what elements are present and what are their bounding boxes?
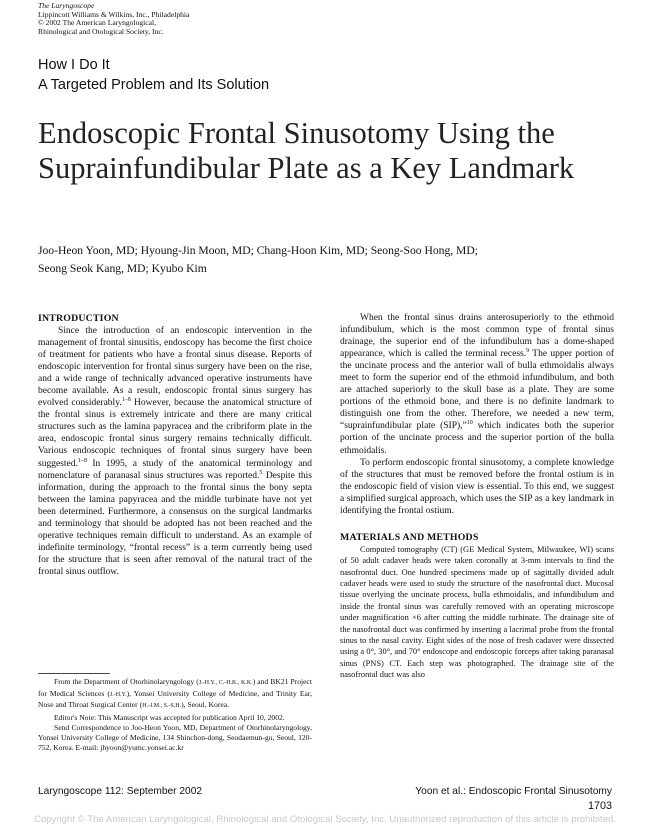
- citation: 1–8: [77, 457, 87, 464]
- methods-paragraph-1: Computed tomography (CT) (GE Medical System, Milwaukee, WI) scans of 50 adult cadaver heads were taken coronally at 3-mm intervals to find the nasofrontal duct. One hundred specimens made up of sagittally divided adult cadaver heads were used to study the structure of the nasofrontal duct. Mucosal tissue overlying the uncinate process, bulla ethmoidalis, and infundibulum and inside the frontal sinus was carefully removed with an operating microscope under magnification ×6 after cutting the middle turbinate. The drainage site of the nasofrontal duct was confirmed by inserting a lacrimal probe from the frontal sinus to the nasal cavity. Eight sides of the nose of fresh cadaver were dissected using a 0°, 30°, and 70° endoscope and endoscopic forceps after taking paranasal sinus (PNS) CT. Each step was photographed. The drainage site of the nasofrontal duct was also: [340, 544, 614, 680]
- section-series: How I Do It: [38, 57, 110, 73]
- footer-journal-info: Laryngoscope 112: September 2002: [38, 786, 203, 797]
- affiliation-footnote: From the Department of Otorhinolaryngology (J.-H.Y., C.-H.K., K.K.) and BK21 Project for Medical Sciences (J.-H.Y.), Yonsei University College of Medicine, and Trinity Ear, Nose and Throat Surgical Center (H.-J.M., S.-S.H.), Seoul, Korea.: [38, 677, 313, 710]
- page-number: 1703: [587, 800, 612, 812]
- citation: 9: [526, 348, 530, 355]
- correspondence-footnote: Send Correspondence to Joo-Heon Yoon, MD, Department of Otorhinolaryngology, Yonsei University College of Medicine, 134 Shinchon-dong, Seodaemun-gu, Seoul, 120-752, Korea. E-mail: jhyoon@yumc.yonsei.ac.kr: [38, 723, 312, 752]
- article-title: Endoscopic Frontal Sinusotomy Using the Suprainfundibular Plate as a Key Landmark: [38, 116, 575, 185]
- society-line: Rhinological and Otological Society, Inc.: [38, 26, 164, 36]
- citation: 10: [466, 420, 473, 427]
- intro-paragraph-3: To perform endoscopic frontal sinusotomy, a complete knowledge of the structures that must be removed before the frontal ostium is in the endoscopic field of vision view is essential. To this end, we suggest a simplified surgical approach, which uses the SIP as a key landmark in identifying the frontal ostium.: [340, 457, 614, 516]
- copyright-watermark: Copyright © The American Laryngological, Rhinological and Otological Society, Inc. Unauthorized reproduction of this article is prohibited.: [33, 814, 617, 825]
- author-list: [38, 242, 628, 277]
- authors-line-1: Joo-Heon Yoon, MD; Hyoung-Jin Moon, MD; Chang-Hoon Kim, MD; Seong-Soo Hong, MD;: [38, 244, 478, 257]
- editors-note-footnote: Editor's Note: This Manuscript was accepted for publication April 10, 2002.: [54, 712, 285, 722]
- intro-paragraph-2: When the frontal sinus drains anterosuperiorly to the ethmoid infundibulum, which is the most common type of frontal sinus drainage, the superior end of the infundibulum has a dome-shaped appearance, which is called the terminal recess.$^9$ The upper portion of the uncinate process and the anterior wall of bulla ethmoidalis always meet to form the superior end of the ethmoid infundibulum, and both are attached superiorly to the skull base as a plate. They are some portions of the ethmoid bone, and there is no definite landmark to distinguish one from the other. Therefore, we needed a new term, “suprainfundibular plate (SIP),”$^{10}$ which indicates both the superior portion of the uncinate process and the superior portion of the bulla ethmoidalis.: [340, 313, 614, 456]
- section-subtitle: A Targeted Problem and Its Solution: [38, 77, 270, 93]
- left-column: [38, 312, 312, 578]
- right-column: [340, 312, 614, 681]
- methods-heading: MATERIALS AND METHODS: [340, 531, 479, 543]
- section-header: [38, 55, 269, 95]
- copyright-line: © 2002 The American Laryngological,: [38, 18, 157, 28]
- journal-name: The Laryngoscope: [38, 1, 95, 10]
- citation: 1–8: [121, 397, 131, 404]
- authors-line-2: Seong Seok Kang, MD; Kyubo Kim: [38, 261, 207, 275]
- publisher-line: Lippincott Williams & Wilkins, Inc., Philadelphia: [38, 9, 190, 19]
- journal-masthead: [38, 2, 189, 36]
- footnotes: [38, 677, 312, 753]
- footer-running-title: Yoon et al.: Endoscopic Frontal Sinusotomy: [415, 786, 612, 797]
- citation: 5: [259, 469, 263, 476]
- footnote-divider: [38, 673, 110, 674]
- introduction-heading: INTRODUCTION: [38, 313, 119, 324]
- intro-paragraph-1: Since the introduction of an endoscopic intervention in the management of frontal sinusitis, endoscopy has become the first choice of treatment for patients who have a frontal sinus disease. Reports of endoscopic intervention for frontal sinus surgery have been on the rise, and a wide range of technically advanced operative instruments have become available. As a result, endoscopic frontal sinus surgery has evolved considerably.$^{1-8}$ However, because the anatomical structure of the frontal sinus is extremely intricate and there are many critical structures such as the lamina papyracea and the cribriform plate in the area, endoscopic frontal sinus surgery remains technically difficult. Various endoscopic techniques of frontal sinus surgery have been suggested.$^{1-8}$ In 1995, a study of the anatomical terminology and nomenclature of paranasal sinus structures was reported.$^5$ Despite this information, during the approach to the frontal sinus the bony septa between the lamina papyracea and the middle turbinate have not yet been determined. Furthermore, a consensus on the surgical landmarks and terminology that should be adopted has not been reached and the operative techniques remain difficult to understand. As an example of indefinite terminology, “frontal recess” is a term currently being used for the structure that is seen after removal of the natural tract of the frontal sinus outflow.: [38, 326, 312, 577]
